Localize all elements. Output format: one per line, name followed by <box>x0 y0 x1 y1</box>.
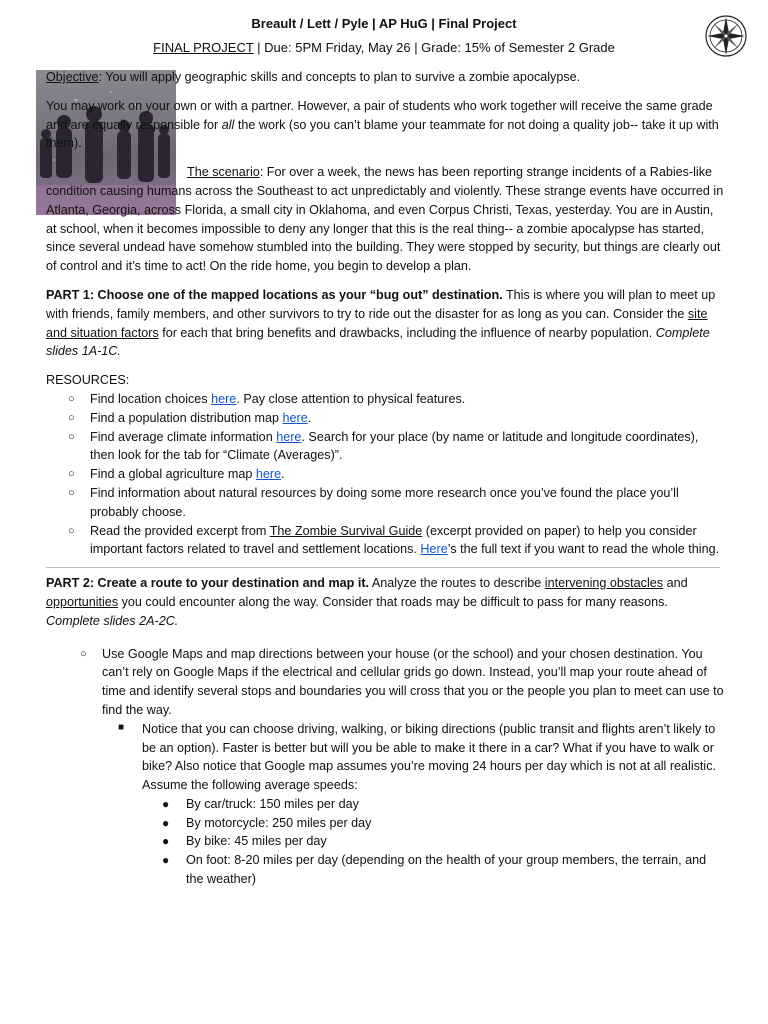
square-bullet-icon: ■ <box>118 721 125 733</box>
book-title: The Zombie Survival Guide <box>269 523 423 538</box>
agriculture-map-link[interactable]: here <box>255 467 282 482</box>
resource-item: ○ Find a population distribution map here. <box>90 409 724 428</box>
scenario-label: The scenario <box>187 165 260 180</box>
partner-emphasis: all <box>221 117 235 132</box>
dot-bullet-icon: ● <box>162 853 170 868</box>
hollow-bullet-icon: ○ <box>80 647 87 660</box>
document-title: Breault / Lett / Pyle | AP HuG | Final Project <box>251 16 517 31</box>
opportunities-term: opportunities <box>46 594 119 609</box>
speed-item: ● By car/truck: 150 miles per day <box>0 795 724 814</box>
full-text-link[interactable]: Here <box>420 542 448 557</box>
objective-label: Objective <box>46 70 99 84</box>
document-subtitle <box>0 40 768 55</box>
site-situation-term: site and situation factors <box>46 306 708 340</box>
partner-text-post: the work (so you can’t blame your teammate for not doing a quality job-- take it up with them). <box>46 117 719 151</box>
google-maps-text: Use Google Maps and map directions between your house (or the school) and your chosen destination. You can’t rely on Google Maps if the electrical and cellular grids go down. Instead, you’ll map your route ahead of time and identify several stops and boundaries you will cross that you or the people you plan to meet can use to find the way. <box>102 646 724 717</box>
speed-item: ● By bike: 45 miles per day <box>0 832 724 851</box>
part1-heading: PART 1: Choose one of the mapped locations as your “bug out” destination. <box>46 287 503 302</box>
part1-text-post: for each that bring benefits and drawbacks, including the influence of nearby population. <box>158 325 656 340</box>
dot-bullet-icon: ● <box>162 815 170 830</box>
speed-bullet <box>0 720 724 795</box>
part1-paragraph <box>46 286 724 361</box>
location-choices-link[interactable]: here <box>211 391 237 406</box>
part2-heading: PART 2: Create a route to your destination and map it. <box>46 576 370 591</box>
speed-text: Notice that you can choose driving, walking, or biking directions (public transit and flights aren’t likely to be an option). Faster is better but will you be able to make it there in a car? What if you have to walk or bike? Also notice that Google map assumes you’re moving 24 hours per day which is not at all realistic. Assume the following average speeds: <box>142 721 717 793</box>
dot-bullet-icon: ● <box>162 796 170 811</box>
partner-text-pre: You may work on your own or with a partner. However, a pair of students who work together will receive the same grade and are equally responsible for <box>46 98 713 132</box>
google-maps-bullet <box>0 645 724 720</box>
final-project-label: FINAL PROJECT <box>153 40 254 55</box>
part1-text-pre: This is where you will plan to meet up with friends, family members, and other survivors to try to ride out the disaster for as long as you can. Consider the <box>46 287 716 321</box>
resource-item: ○ Find a global agriculture map here. <box>90 465 724 484</box>
population-map-link[interactable]: here <box>282 410 308 425</box>
speed-item: ● By motorcycle: 250 miles per day <box>0 814 724 833</box>
part1-slides: Complete slides 1A-1C. <box>46 325 710 359</box>
resource-item: ○ Find information about natural resources by doing some more research once you’ve found the place you’ll probably choose. <box>90 484 724 522</box>
objective-paragraph <box>46 68 724 87</box>
document-body <box>46 68 724 889</box>
partner-paragraph <box>46 97 724 153</box>
part2-slides: Complete slides 2A-2C. <box>46 613 179 628</box>
compass-rose-icon <box>704 14 748 58</box>
climate-info-link[interactable]: here <box>276 429 302 444</box>
objective-text: : You will apply geographic skills and concepts to plan to survive a zombie apocalypse. <box>98 70 581 84</box>
speed-item: ● On foot: 8-20 miles per day (depending on the health of your group members, the terrain, and the weather) <box>162 853 707 887</box>
scenario-paragraph <box>46 163 724 276</box>
scenario-text: : For over a week, the news has been reporting strange incidents of a Rabies-like condition causing humans across the Southeast to act unpredictably and violently. These strange events have occurred in Atlanta, Georgia, across Florida, a small city in Oklahoma, and even Corpus Christi, Texas, yesterday. You are in Austin, at school, when it becomes impossible to deny any longer that this is the real thing-- a zombie apocalypse has started, since several undead have somehow stumbled into the building. They were stopped by security, but things are clearly out of control and it’s time to act! On the ride home, you begin to develop a plan. <box>46 165 724 274</box>
due-date-text: | Due: 5PM Friday, May 26 | Grade: 15% of Semester 2 Grade <box>253 40 615 55</box>
resources-label: RESOURCES: <box>46 373 130 388</box>
resource-item: ○ Find average climate information here. Search for your place (by name or latitude and longitude coordinates), then look for the tab for “Climate (Averages)”. <box>90 428 724 466</box>
resource-item: ○ Read the provided excerpt from The Zombie Survival Guide (excerpt provided on paper) to help you consider important factors related to travel and settlement locations. Here’s the full text if you want to read the whole thing. <box>90 522 724 560</box>
dot-bullet-icon: ● <box>162 834 170 849</box>
intervening-obstacles-term: intervening obstacles <box>544 576 664 591</box>
resources-list <box>46 390 724 559</box>
section-divider <box>46 567 720 568</box>
resource-item: ○ Find location choices here. Pay close attention to physical features. <box>90 390 724 409</box>
part2-paragraph: PART 2: Create a route to your destination and map it. Analyze the routes to describe intervening obstacles and opportunities you could encounter along the way. Consider that roads may be difficult to pass for many reasons. Complete slides 2A-2C. <box>46 576 688 628</box>
